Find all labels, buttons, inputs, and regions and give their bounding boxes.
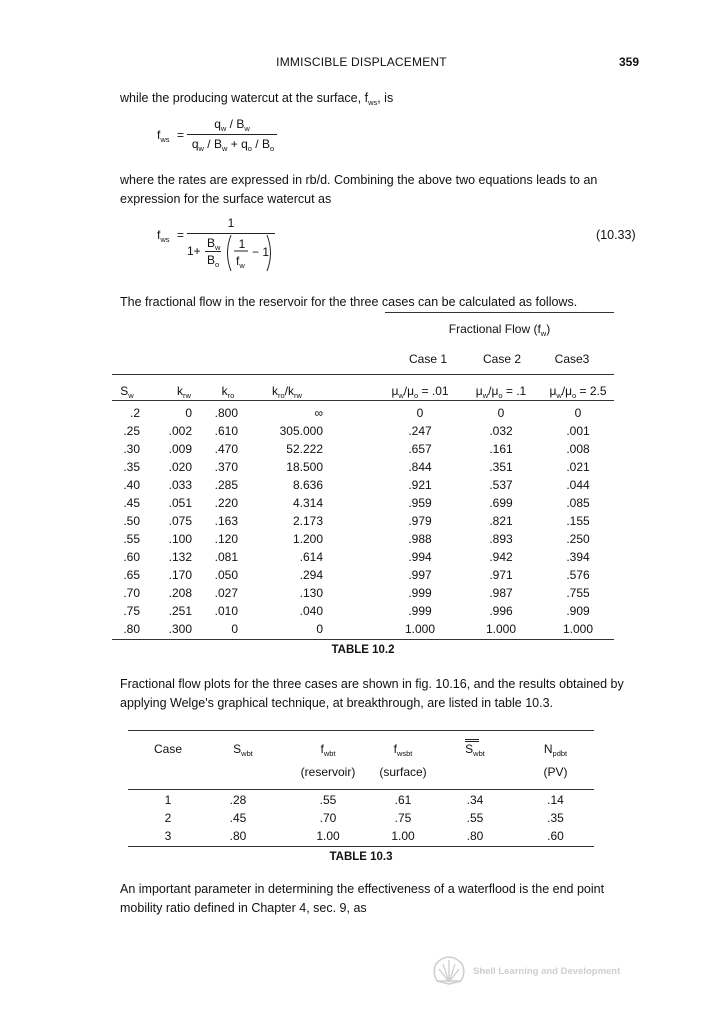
table-10-3 [128,729,595,869]
table-10-3-cell-swbt: .80 [229,829,247,843]
col-krw: $k_{rw}$ [177,384,191,400]
table-10-3-cell-avg-swbt: .80 [466,829,484,843]
col-fwbt: $f_{wbt}$ [320,742,336,758]
table-10-2-cell-fw-case-1: .844 [408,460,432,474]
table-10-2-cell-kro-krw: 305.000 [279,424,323,438]
table-10-2-cell-fw-case-2: .537 [489,478,513,492]
table-10-2-cell-fw-case-1: .999 [408,604,432,618]
table-10-2-cell-sw: .50 [123,514,140,528]
table-10-2-cell-krw: .132 [168,550,192,564]
table-10-2-cell-kro: .610 [214,424,238,438]
table-10-2-cell-kro: .220 [214,496,238,510]
col-kro-krw: $k_{ro}/k_{rw}$ [272,384,302,400]
table-10-2-cell-sw: .40 [123,478,140,492]
col-npdbt: $N_{pdbt}$ [543,742,568,758]
table-10-2-cell-fw-case-1: .994 [408,550,432,564]
table-10-2-cell-fw-case-3: .394 [566,550,590,564]
table-10-2-cell-sw: .65 [123,568,140,582]
paragraph-rates: where the rates are expressed in rb/d. Combining the above two equations leads to an expression for the surface watercut as [120,173,598,206]
table-10-2-cell-fw-case-2: 1.000 [485,622,517,636]
table-10-3-cell-avg-swbt: .55 [466,811,484,825]
table-10-2-cell-kro-krw: ∞ [314,406,323,420]
col-fwsbt-note: (surface) [379,765,427,779]
table-10-3-cell-swbt: .28 [229,793,247,807]
table-10-2-cell-krw: .020 [168,460,192,474]
table-10-3-cell-fwsbt: 1.00 [391,829,415,843]
table-10-2-cell-kro: .800 [214,406,238,420]
table-10-2-cell-fw-case-2: .996 [489,604,513,618]
equation-number: (10.33) [596,228,636,242]
table-10-2-cell-kro: .285 [214,478,238,492]
table-10-2-cell-kro-krw: 0 [316,622,323,636]
table-10-3-cell-case: 3 [164,829,172,843]
table-10-2-cell-sw: .45 [123,496,140,510]
table-10-2-cell-fw-case-3: 1.000 [562,622,594,636]
table-10-2-cell-kro-krw: 2.173 [292,514,323,528]
table-10-2-cell-fw-case-3: .909 [566,604,590,618]
table-10-3-cell-fwsbt: .61 [394,793,412,807]
table-10-2-cell-fw-case-3: .008 [566,442,590,456]
footer-logo [431,955,651,991]
table-10-2-cell-fw-case-2: .821 [489,514,513,528]
table-10-3-cell-fwsbt: .75 [394,811,412,825]
table-10-2-cell-krw: .033 [168,478,192,492]
table-10-2-cell-kro-krw: .130 [299,586,323,600]
table-10-2-cell-kro-krw: .294 [299,568,323,582]
table-10-2-cell-fw-case-2: .351 [489,460,513,474]
col-kro: $k_{ro}$ [221,384,235,400]
table-10-2-cell-kro: .120 [214,532,238,546]
table-10-2-cell-fw-case-3: .576 [566,568,590,582]
table-10-2-cell-fw-case-1: .999 [408,586,432,600]
table-10-2-cell-sw: .2 [129,406,140,420]
case-1-header: Case 1 [408,352,448,366]
table-10-2-cell-sw: .80 [123,622,140,636]
table-10-2-cell-fw-case-2: .161 [489,442,513,456]
table-10-2-cell-sw: .55 [123,532,140,546]
table-10-2-cell-fw-case-3: .044 [566,478,590,492]
table-10-2-cell-fw-case-2: .987 [489,586,513,600]
case-2-header: Case 2 [482,352,522,366]
table-10-2-cell-kro: .081 [214,550,238,564]
col-mu-case-2: $\mu_w/\mu_o = .1$ [475,384,527,400]
table-10-2-cell-krw: .208 [168,586,192,600]
col-mu-case-3: $\mu_w/\mu_o = 2.5$ [549,384,607,400]
table-10-2-cell-fw-case-1: 1.000 [404,622,436,636]
table-10-2-cell-krw: .009 [168,442,192,456]
table-10-2-cell-sw: .35 [123,460,140,474]
table-10-2-cell-krw: .300 [168,622,192,636]
col-swbt: $S_{wbt}$ [233,742,253,758]
table-10-3-cell-npdbt: .35 [547,811,564,825]
table-10-2-cell-kro-krw: .040 [299,604,323,618]
table-10-2-cell-sw: .30 [123,442,140,456]
col-mu-case-1: $\mu_w/\mu_o = .01$ [391,384,449,400]
running-header-title: IMMISCIBLE DISPLACEMENT [276,55,447,69]
table-10-2-cell-fw-case-1: .959 [408,496,432,510]
table-10-2-cell-fw-case-3: .755 [566,586,590,600]
table-10-2-cell-fw-case-3: .155 [566,514,590,528]
fraction-bar [187,134,277,135]
table-10-3-caption: TABLE 10.3 [329,851,393,863]
table-10-3-cell-case: 2 [164,811,172,825]
table-10-2-cell-krw: .170 [168,568,192,582]
table-10-2-cell-kro-krw: 18.500 [286,460,323,474]
table-10-2-cell-krw: .251 [168,604,192,618]
table-10-2-cell-fw-case-3: .085 [566,496,590,510]
table-10-2-cell-sw: .60 [123,550,140,564]
table-10-2-cell-fw-case-3: 0 [574,406,582,420]
col-sw: $S_w$ [120,384,134,400]
table-10-2-cell-kro-krw: .614 [299,550,323,564]
col-npdbt-note: (PV) [543,765,568,779]
table-10-2-cell-sw: .75 [123,604,140,618]
table-10-2-cell-kro: .163 [214,514,238,528]
intro-line: while the producing watercut at the surface, $f_{ws}$, is [120,91,394,107]
table-10-2-cell-kro: 0 [231,622,238,636]
group-header: Fractional Flow $(f_w)$ [448,322,551,338]
table-10-2-cell-kro-krw: 52.222 [286,442,323,456]
table-10-2-cell-sw: .25 [123,424,140,438]
table-10-2-cell-fw-case-3: .021 [566,460,590,474]
table-10-3-cell-case: 1 [164,793,172,807]
table-10-2-cell-fw-case-2: 0 [497,406,505,420]
table-10-2-cell-krw: .100 [168,532,192,546]
table-10-2 [112,310,615,660]
table-10-2-cell-fw-case-2: .971 [489,568,513,582]
table-10-2-cell-kro: .370 [214,460,238,474]
table-10-3-cell-fwbt: .70 [319,811,337,825]
table-10-3-cell-npdbt: .14 [547,793,564,807]
equation-10-33: $f_{ws}$ = 1 1+ $B_w$ $B_o$ 1 $f_w$ − 1 (10.33) [157,216,647,276]
table-10-2-cell-fw-case-2: .699 [489,496,513,510]
col-case: Case [153,742,182,756]
table-10-2-cell-fw-case-1: .988 [408,532,432,546]
table-10-2-cell-fw-case-1: .997 [408,568,432,582]
table-10-2-cell-kro: .027 [214,586,238,600]
col-avg-swbt: $S_{wbt}$ [450,742,500,758]
table-10-2-cell-kro: .050 [214,568,238,582]
table-10-3-cell-fwbt: .55 [319,793,337,807]
table-10-2-cell-kro: .470 [214,442,238,456]
table-10-2-cell-fw-case-3: .001 [566,424,590,438]
table-10-2-cell-fw-case-2: .032 [489,424,513,438]
col-fwbt-note: (reservoir) [300,765,356,779]
table-10-2-cell-krw: .051 [168,496,192,510]
page-number: 359 [618,55,639,69]
table-10-2-cell-fw-case-2: .942 [489,550,513,564]
table-10-2-cell-fw-case-2: .893 [489,532,513,546]
table-10-3-cell-npdbt: .60 [547,829,564,843]
table-10-2-cell-sw: .70 [123,586,140,600]
table-10-2-cell-kro-krw: 4.314 [292,496,323,510]
table-10-2-cell-krw: .002 [168,424,192,438]
table-10-3-cell-avg-swbt: .34 [466,793,484,807]
footer-logo-text: Shell Learning and Development [473,966,621,977]
table-10-2-cell-krw: .075 [168,514,192,528]
table-10-2-cell-fw-case-1: .979 [408,514,432,528]
table-10-2-cell-fw-case-3: .250 [566,532,590,546]
table-10-2-cell-fw-case-1: .657 [408,442,432,456]
table-10-2-cell-fw-case-1: .921 [408,478,432,492]
table-10-2-caption: TABLE 10.2 [331,644,395,656]
paragraph-welge: Fractional flow plots for the three cases are shown in fig. 10.16, and the results obtained by applying Welge's graphical technique, at breakthrough, are listed in table 10.3. [120,677,624,710]
shell-logo-icon [431,955,467,987]
table-10-2-cell-kro-krw: 8.636 [292,478,323,492]
table-10-3-cell-swbt: .45 [229,811,247,825]
equation-surface-watercut: $f_{ws}$ = $q_w / B_w$ $q_w / B_w + q_o / B_o$ [157,122,297,162]
table-10-2-cell-fw-case-1: .247 [408,424,432,438]
table-10-2-cell-krw: 0 [185,406,192,420]
col-fwsbt: $f_{wsbt}$ [393,742,413,758]
table-10-2-cell-kro-krw: 1.200 [292,532,323,546]
paragraph-mobility-ratio: An important parameter in determining the effectiveness of a waterflood is the end point mobility ratio defined in Chapter 4, sec. 9, as [120,882,605,915]
case-3-header: Case3 [554,352,590,366]
paragraph-fractional-flow: The fractional flow in the reservoir for the three cases can be calculated as follows. [120,295,578,309]
table-10-2-cell-fw-case-1: 0 [416,406,424,420]
table-10-2-cell-kro: .010 [214,604,238,618]
table-10-3-cell-fwbt: 1.00 [316,829,340,843]
